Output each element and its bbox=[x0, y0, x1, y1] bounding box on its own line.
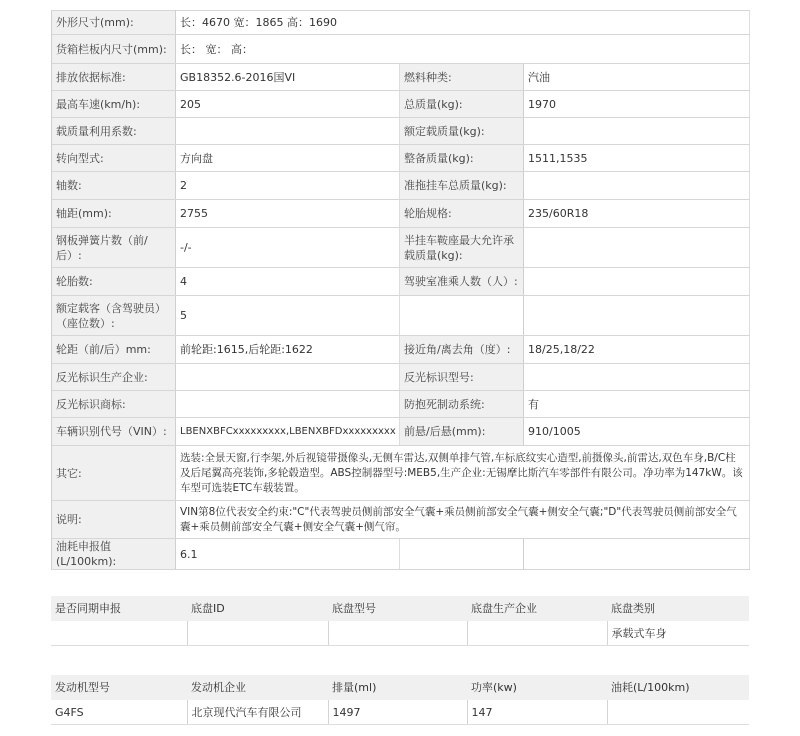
table-row bbox=[52, 391, 750, 418]
total-mass-label: 总质量(kg): bbox=[400, 91, 524, 118]
reflector-brand-label: 反光标识商标: bbox=[52, 391, 176, 418]
table-row bbox=[52, 91, 750, 118]
table-row bbox=[52, 118, 750, 145]
chassis-table bbox=[51, 596, 749, 646]
overhang-label: 前悬/后悬(mm): bbox=[400, 418, 524, 446]
abs-label: 防抱死制动系统: bbox=[400, 391, 524, 418]
angles-value: 18/25,18/22 bbox=[524, 336, 750, 364]
tire-count-value: 4 bbox=[176, 268, 400, 296]
cargo-box-value: 长： 宽： 高： bbox=[176, 35, 750, 64]
max-speed-value: 205 bbox=[176, 91, 400, 118]
passengers-label: 额定载客（含驾驶员）（座位数）: bbox=[52, 296, 176, 336]
semi-trailer-label: 半挂车鞍座最大允许承载质量(kg): bbox=[400, 228, 524, 268]
cab-capacity-label: 驾驶室准乘人数（人）: bbox=[400, 268, 524, 296]
tire-spec-label: 轮胎规格: bbox=[400, 200, 524, 228]
vin-label: 车辆识别代号（VIN）: bbox=[52, 418, 176, 446]
reflector-maker-value bbox=[176, 364, 400, 391]
empty-label-cell bbox=[400, 539, 524, 570]
engine-cell-fuel bbox=[607, 700, 749, 725]
vehicle-params-table bbox=[51, 10, 750, 570]
table-row bbox=[52, 145, 750, 172]
chassis-cell-type: 承载式车身 bbox=[607, 621, 749, 646]
chassis-header-row bbox=[51, 596, 749, 621]
semi-trailer-value bbox=[524, 228, 750, 268]
engine-header-displacement: 排量(ml) bbox=[328, 675, 467, 700]
table-row bbox=[52, 446, 750, 501]
dimensions-label: 外形尺寸(mm): bbox=[52, 11, 176, 35]
engine-header-fuel: 油耗(L/100km) bbox=[607, 675, 749, 700]
engine-header-power: 功率(kw) bbox=[467, 675, 607, 700]
tire-count-label: 轮胎数: bbox=[52, 268, 176, 296]
emission-std-label: 排放依据标准: bbox=[52, 64, 176, 91]
leaf-spring-label: 钢板弹簧片数（前/后）: bbox=[52, 228, 176, 268]
table-row bbox=[51, 700, 749, 725]
table-row bbox=[52, 539, 750, 570]
total-mass-value: 1970 bbox=[524, 91, 750, 118]
engine-cell-power: 147 bbox=[467, 700, 607, 725]
table-row bbox=[52, 35, 750, 64]
engine-cell-model: G4FS bbox=[51, 700, 187, 725]
table-row bbox=[52, 296, 750, 336]
chassis-header-sync: 是否同期申报 bbox=[51, 596, 187, 621]
other-value: 选装:全景天窗,行李架,外后视镜带摄像头,无侧车雷达,双侧单排气管,车标底纹实心造型,前摄像头,前雷达,双色车身,B/C柱及后尾翼高亮装饰,多轮毂造型。ABS控制器型号:MEB5,生产企业:无锡摩比斯汽车零部件有限公司。净功率为147kW。该车型可选装ETC车载装置。 bbox=[176, 446, 750, 501]
track-label: 轮距（前/后）mm: bbox=[52, 336, 176, 364]
axles-label: 轴数: bbox=[52, 172, 176, 200]
chassis-cell-sync bbox=[51, 621, 187, 646]
engine-header-maker: 发动机企业 bbox=[187, 675, 328, 700]
cab-capacity-value bbox=[524, 268, 750, 296]
table-row bbox=[52, 172, 750, 200]
engine-table bbox=[51, 675, 749, 725]
wheelbase-value: 2755 bbox=[176, 200, 400, 228]
dimensions-value: 长：4670 宽：1865 高：1690 bbox=[176, 11, 750, 35]
cargo-box-label: 货箱栏板内尺寸(mm): bbox=[52, 35, 176, 64]
chassis-cell-model bbox=[328, 621, 467, 646]
remark-label: 说明: bbox=[52, 501, 176, 539]
engine-cell-displacement: 1497 bbox=[328, 700, 467, 725]
overhang-value: 910/1005 bbox=[524, 418, 750, 446]
rated-load-label: 额定载质量(kg): bbox=[400, 118, 524, 145]
fuel-type-label: 燃料种类: bbox=[400, 64, 524, 91]
steering-value: 方向盘 bbox=[176, 145, 400, 172]
axles-value: 2 bbox=[176, 172, 400, 200]
tire-spec-value: 235/60R18 bbox=[524, 200, 750, 228]
table-row bbox=[52, 364, 750, 391]
emission-std-value: GB18352.6-2016国VI bbox=[176, 64, 400, 91]
remark-value: VIN第8位代表安全约束:"C"代表驾驶员侧前部安全气囊+乘员侧前部安全气囊+侧安全气囊;"D"代表驾驶员侧前部安全气囊+乘员侧前部安全气囊+侧安全气囊+侧气帘。 bbox=[176, 501, 750, 539]
reflector-maker-label: 反光标识生产企业: bbox=[52, 364, 176, 391]
trailer-mass-label: 准拖挂车总质量(kg): bbox=[400, 172, 524, 200]
chassis-header-type: 底盘类别 bbox=[607, 596, 749, 621]
engine-header-model: 发动机型号 bbox=[51, 675, 187, 700]
max-speed-label: 最高车速(km/h): bbox=[52, 91, 176, 118]
reflector-brand-value bbox=[176, 391, 400, 418]
angles-label: 接近角/离去角（度）: bbox=[400, 336, 524, 364]
empty-value-cell bbox=[524, 296, 750, 336]
load-util-label: 载质量利用系数: bbox=[52, 118, 176, 145]
engine-cell-maker: 北京现代汽车有限公司 bbox=[187, 700, 328, 725]
steering-label: 转向型式: bbox=[52, 145, 176, 172]
passengers-value: 5 bbox=[176, 296, 400, 336]
fuel-consumption-value: 6.1 bbox=[176, 539, 400, 570]
table-row bbox=[52, 64, 750, 91]
fuel-consumption-label: 油耗申报值(L/100km): bbox=[52, 539, 176, 570]
fuel-type-value: 汽油 bbox=[524, 64, 750, 91]
chassis-cell-id bbox=[187, 621, 328, 646]
chassis-header-maker: 底盘生产企业 bbox=[467, 596, 607, 621]
reflector-model-value bbox=[524, 364, 750, 391]
table-row bbox=[52, 268, 750, 296]
engine-header-row bbox=[51, 675, 749, 700]
load-util-value bbox=[176, 118, 400, 145]
chassis-header-model: 底盘型号 bbox=[328, 596, 467, 621]
other-label: 其它: bbox=[52, 446, 176, 501]
chassis-header-id: 底盘ID bbox=[187, 596, 328, 621]
table-row bbox=[52, 418, 750, 446]
trailer-mass-value bbox=[524, 172, 750, 200]
track-value: 前轮距:1615,后轮距:1622 bbox=[176, 336, 400, 364]
table-row bbox=[52, 228, 750, 268]
abs-value: 有 bbox=[524, 391, 750, 418]
table-row bbox=[52, 501, 750, 539]
chassis-cell-maker bbox=[467, 621, 607, 646]
table-row bbox=[52, 11, 750, 35]
curb-mass-label: 整备质量(kg): bbox=[400, 145, 524, 172]
rated-load-value bbox=[524, 118, 750, 145]
wheelbase-label: 轴距(mm): bbox=[52, 200, 176, 228]
table-row bbox=[51, 621, 749, 646]
empty-value-cell bbox=[524, 539, 750, 570]
table-row bbox=[52, 200, 750, 228]
empty-label-cell bbox=[400, 296, 524, 336]
vin-value: LBENXBFCxxxxxxxxx,LBENXBFDxxxxxxxxx bbox=[176, 418, 400, 446]
curb-mass-value: 1511,1535 bbox=[524, 145, 750, 172]
leaf-spring-value: -/- bbox=[176, 228, 400, 268]
reflector-model-label: 反光标识型号: bbox=[400, 364, 524, 391]
table-row bbox=[52, 336, 750, 364]
